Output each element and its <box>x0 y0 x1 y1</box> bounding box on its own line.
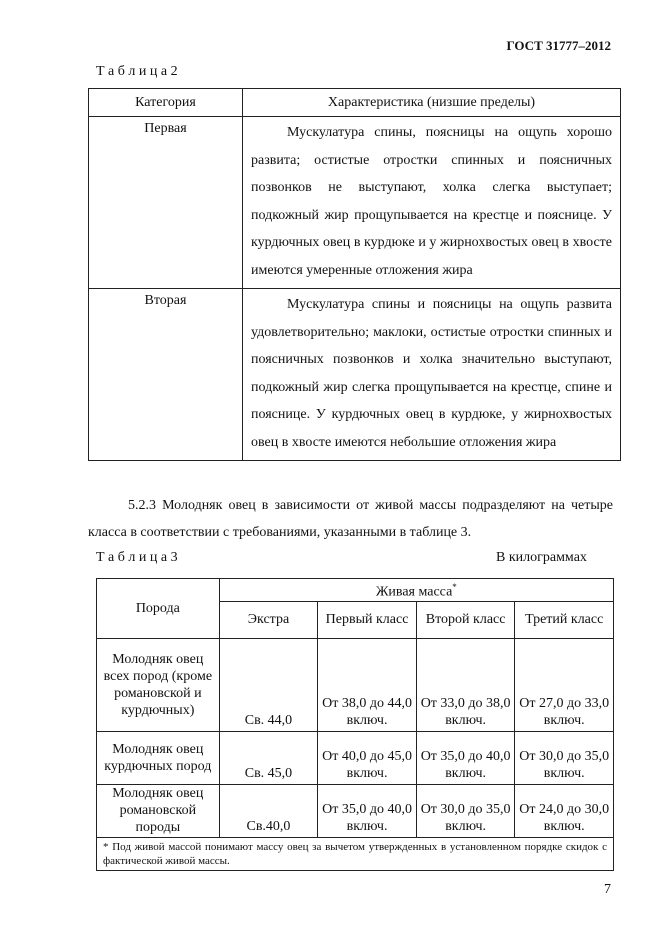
table-footnote: * Под живой массой понимают массу овец за вычетом утвержденных в установленном порядке скидок с фактической живой массы. <box>97 837 614 870</box>
live-mass-label: Живая масса <box>375 584 453 600</box>
table2-caption: Т а б л и ц а 2 <box>96 64 178 79</box>
value-cell: От 38,0 до 44,0 включ. <box>318 638 417 731</box>
value-cell: От 27,0 до 33,0 включ. <box>515 638 614 731</box>
value-cell: Св.40,0 <box>219 784 318 837</box>
column-header-characteristic: Характеристика (низшие пределы) <box>243 89 621 117</box>
value-cell: От 24,0 до 30,0 включ. <box>515 784 614 837</box>
value-cell: От 33,0 до 38,0 включ. <box>416 638 515 731</box>
table-header-row <box>89 89 621 117</box>
column-header-second-class: Второй класс <box>416 601 515 638</box>
document-code: ГОСТ 31777–2012 <box>506 38 611 53</box>
table-row <box>97 638 614 731</box>
column-header-live-mass <box>219 579 613 602</box>
footnote-marker: * <box>452 582 457 592</box>
breed-cell: Молодняк овец всех пород (кроме романовской и курдючных) <box>97 638 220 731</box>
category-cell: Первая <box>89 117 243 289</box>
table3-caption: Т а б л и ц а 3 <box>96 550 178 565</box>
column-header-extra: Экстра <box>219 601 318 638</box>
breed-cell: Молодняк овец романовской породы <box>97 784 220 837</box>
value-cell: Св. 44,0 <box>219 638 318 731</box>
table-row <box>89 289 621 461</box>
column-header-first-class: Первый класс <box>318 601 417 638</box>
value-cell: От 40,0 до 45,0 включ. <box>318 731 417 784</box>
table-row <box>97 731 614 784</box>
paragraph-5-2-3: 5.2.3 Молодняк овец в зависимости от живой массы подразделяют на четыре класса в соответствии с требованиями, указанными в таблице 3. <box>88 498 613 540</box>
characteristic-cell: Мускулатура спины, поясницы на ощупь хорошо развита; остистые отростки спинных и поясничных позвонков не выступают, холка слегка выступает; подкожный жир прощупывается на крестце и пояснице. У курдючных овец в курдюке и у жирнохвостых овец в хвосте имеются умеренные отложения жира <box>243 117 621 289</box>
value-cell: От 35,0 до 40,0 включ. <box>416 731 515 784</box>
value-cell: От 30,0 до 35,0 включ. <box>416 784 515 837</box>
column-header-breed: Порода <box>97 579 220 639</box>
table3 <box>96 578 614 871</box>
breed-cell: Молодняк овец курдючных пород <box>97 731 220 784</box>
value-cell: Св. 45,0 <box>219 731 318 784</box>
table-footnote-row <box>97 837 614 870</box>
value-cell: От 35,0 до 40,0 включ. <box>318 784 417 837</box>
characteristic-cell: Мускулатура спины и поясницы на ощупь развита удовлетворительно; маклоки, остистые отростки спинных и поясничных позвонков и холка значительно выступают, подкожный жир слегка прощупывается на крестце, спине и пояснице. У курдючных овец в курдюке, у жирнохвостых овец в хвосте имеются небольшие отложения жира <box>243 289 621 461</box>
column-header-category: Категория <box>89 89 243 117</box>
table-row <box>89 117 621 289</box>
table3-units: В килограммах <box>496 550 587 565</box>
table-header-row <box>97 579 614 602</box>
value-cell: От 30,0 до 35,0 включ. <box>515 731 614 784</box>
table-row <box>97 784 614 837</box>
table2 <box>88 88 621 461</box>
page-number: 7 <box>604 882 611 897</box>
category-cell: Вторая <box>89 289 243 461</box>
column-header-third-class: Третий класс <box>515 601 614 638</box>
